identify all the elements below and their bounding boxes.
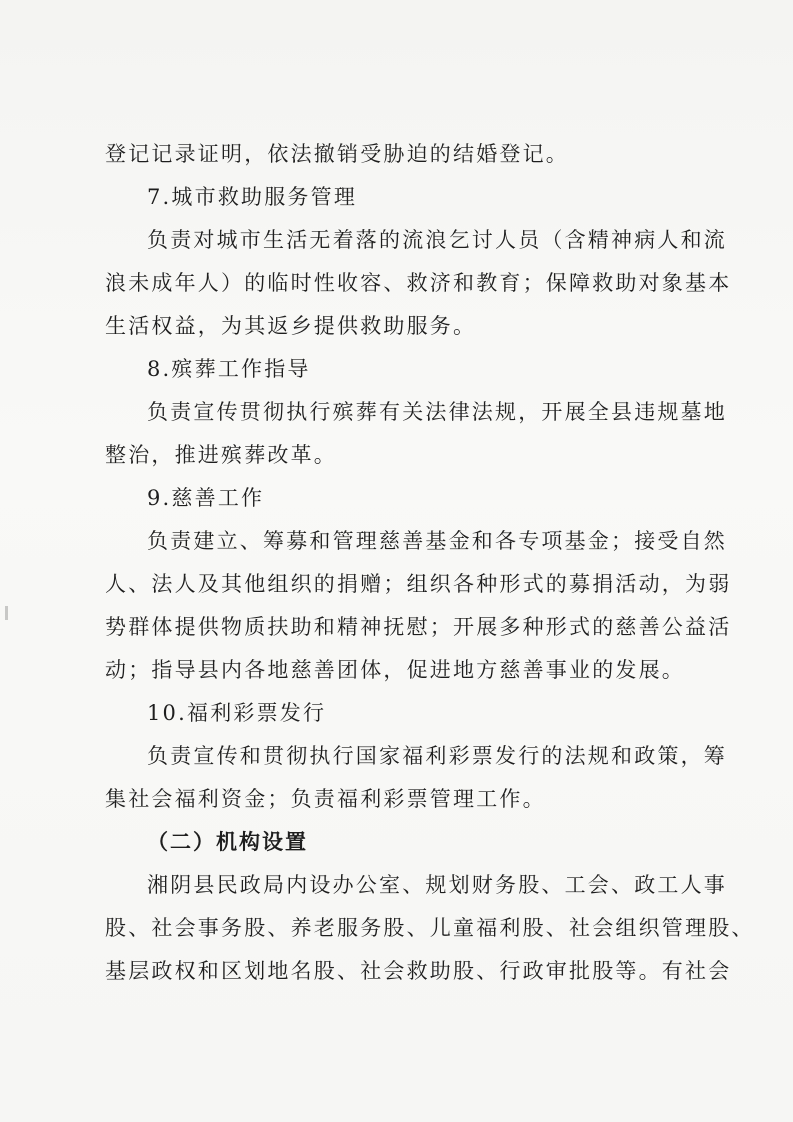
body-line: 生活权益，为其返乡提供救助服务。 xyxy=(105,314,477,338)
body-line: 负责对城市生活无着落的流浪乞讨人员（含精神病人和流 xyxy=(147,228,727,252)
body-line: 动；指导县内各地慈善团体，促进地方慈善事业的发展。 xyxy=(105,658,685,682)
section-heading-8: 8.殡葬工作指导 xyxy=(147,357,311,381)
section-heading-7: 7.城市救助服务管理 xyxy=(147,185,358,209)
body-line: 人、法人及其他组织的捐赠；组织各种形式的募捐活动，为弱 xyxy=(105,572,732,596)
section-heading-9: 9.慈善工作 xyxy=(147,486,265,510)
section-heading-10: 10.福利彩票发行 xyxy=(147,701,327,725)
body-line: 负责宣传和贯彻执行国家福利彩票发行的法规和政策，筹 xyxy=(147,744,727,768)
body-line: 股、社会事务股、养老服务股、儿童福利股、社会组织管理股、 xyxy=(105,916,755,940)
body-line: 湘阴县民政局内设办公室、规划财务股、工会、政工人事 xyxy=(147,873,727,897)
body-line: 集社会福利资金；负责福利彩票管理工作。 xyxy=(105,787,546,811)
body-line: 整治，推进殡葬改革。 xyxy=(105,443,337,467)
scan-artifact xyxy=(5,606,8,620)
body-line: 浪未成年人）的临时性收容、救济和教育；保障救助对象基本 xyxy=(105,271,732,295)
body-line: 登记记录证明，依法撤销受胁迫的结婚登记。 xyxy=(105,142,569,166)
body-line: 负责建立、筹募和管理慈善基金和各专项基金；接受自然 xyxy=(147,529,727,553)
section-heading-structure: （二）机构设置 xyxy=(147,829,308,854)
body-line: 负责宣传贯彻执行殡葬有关法律法规，开展全县违规墓地 xyxy=(147,400,727,424)
body-line: 势群体提供物质扶助和精神抚慰；开展多种形式的慈善公益活 xyxy=(105,615,732,639)
body-line: 基层政权和区划地名股、社会救助股、行政审批股等。有社会 xyxy=(105,959,732,983)
